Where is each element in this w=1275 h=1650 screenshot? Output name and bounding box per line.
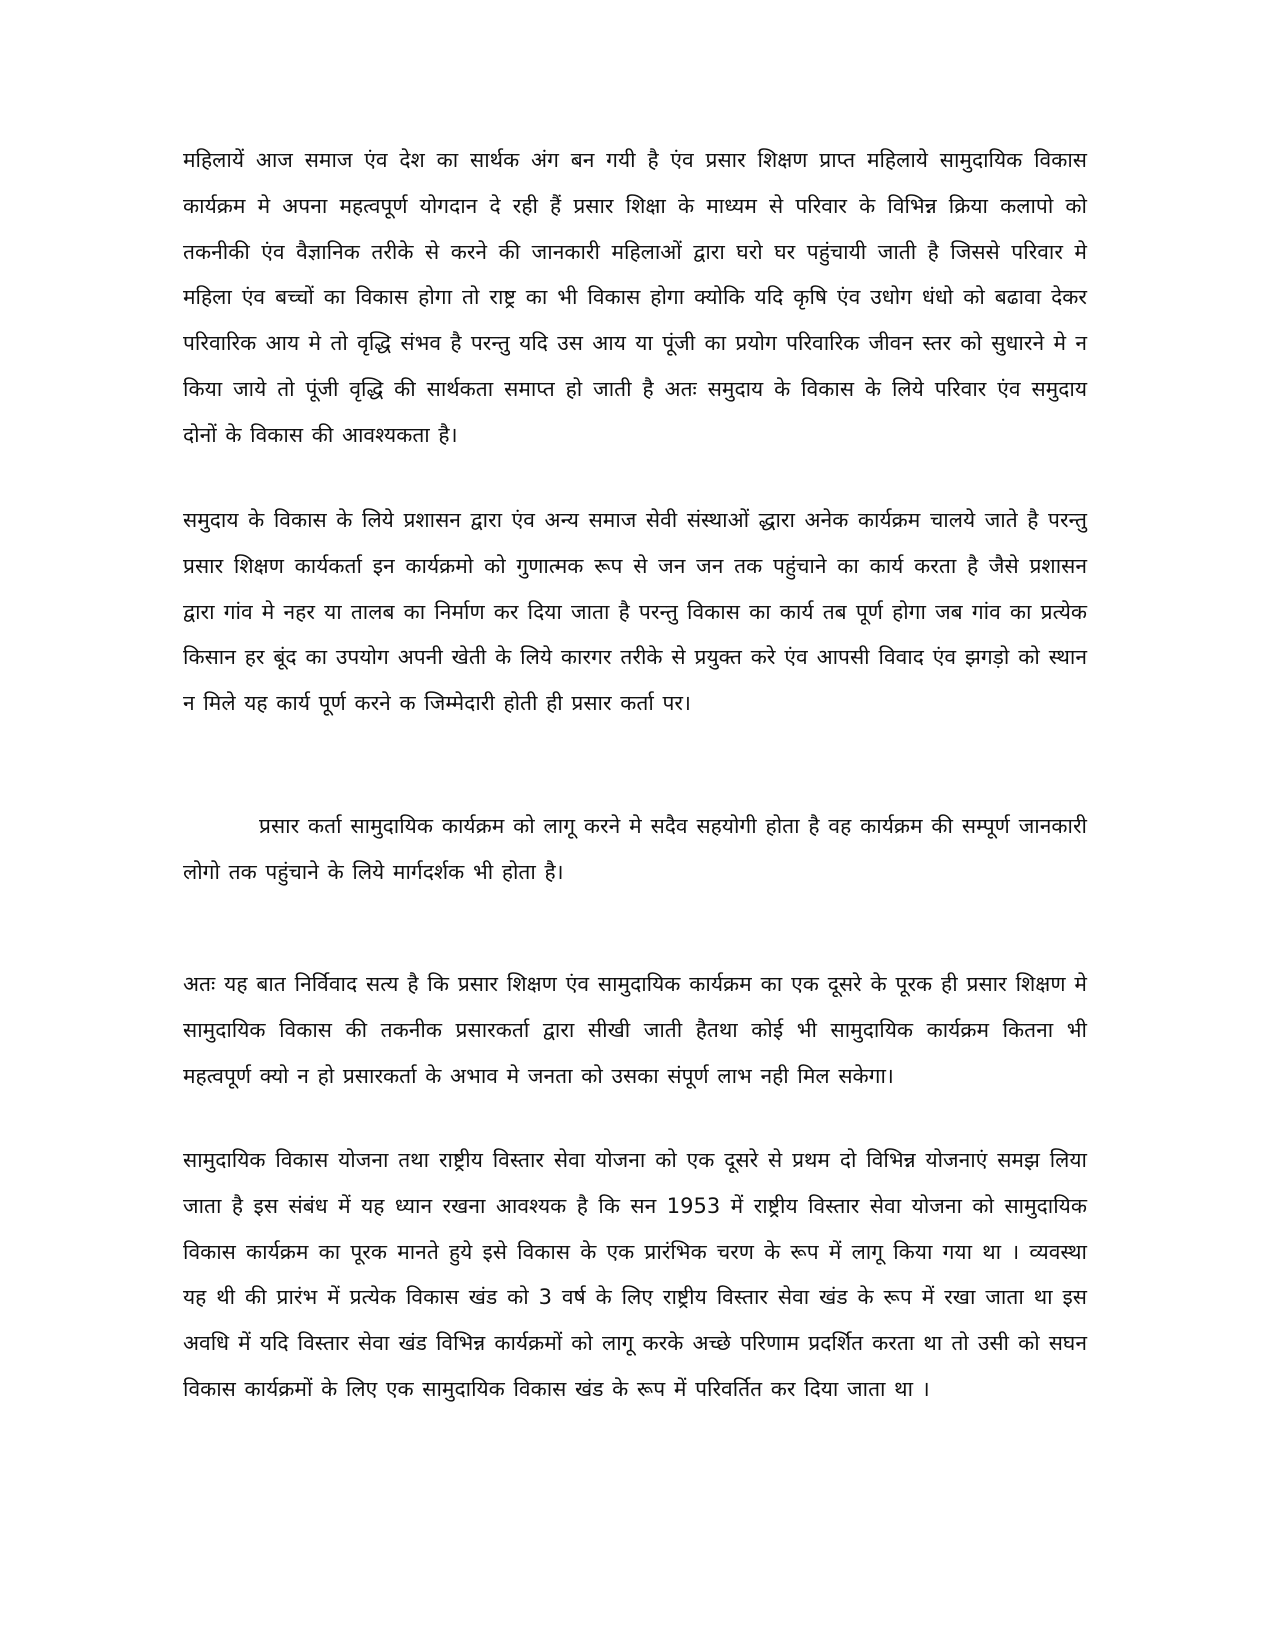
paragraph-3: प्रसार कर्ता सामुदायिक कार्यक्रम को लागू करने मे सदैव सहयोगी होता है वह कार्यक्रम की सम्पूर्ण जानकारी लोगो तक पहुंचाने के लिये मार्गदर्शक भी होता है। [183, 814, 1087, 884]
paragraph-1: महिलायें आज समाज एंव देश का सार्थक अंग बन गयी है एंव प्रसार शिक्षण प्राप्त महिलाये सामुदायिक विकास कार्यक्रम मे अपना महत्वपूर्ण योगदान दे रही हैं प्रसार शिक्षा के माध्यम से परिवार के विभिन्न क्रिया कलापो को तकनीकी एंव वैज्ञानिक तरीके से करने की जानकारी महिलाओं द्वारा घरो घर पहुंचायी जाती है जिससे परिवार मे महिला एंव बच्चों का विकास होगा तो राष्ट्र का भी विकास होगा क्योकि यदि कृषि एंव उधोग धंधो को बढावा देकर परिवारिक आय मे तो वृद्धि संभव है परन्तु यदि उस आय या पूंजी का प्रयोग परिवारिक जीवन स्तर को सुधारने मे न किया जाये तो पूंजी वृद्धि की सार्थकता समाप्त हो जाती है अतः समुदाय के विकास के लिये परिवार एंव समुदाय दोनों के विकास की आवश्यकता है। [183, 148, 1087, 447]
paragraph-2: समुदाय के विकास के लिये प्रशासन द्वारा एंव अन्य समाज सेवी संस्थाओं द्धारा अनेक कार्यक्रम चालये जाते है परन्तु प्रसार शिक्षण कार्यकर्ता इन कार्यक्रमो को गुणात्मक रूप से जन जन तक पहुंचाने का कार्य करता है जैसे प्रशासन द्वारा गांव मे नहर या तालब का निर्माण कर दिया जाता है परन्तु विकास का कार्य तब पूर्ण होगा जब गांव का प्रत्येक किसान हर बूंद का उपयोग अपनी खेती के लिये कारगर तरीके से प्रयुक्त करे एंव आपसी विवाद एंव झगड़ो को स्थान न मिले यह कार्य पूर्ण करने क जिम्मेदारी होती ही प्रसार कर्ता पर। [183, 508, 1087, 716]
paragraph-4: अतः यह बात निर्विवाद सत्य है कि प्रसार शिक्षण एंव सामुदायिक कार्यक्रम का एक दूसरे के पूरक ही प्रसार शिक्षण मे सामुदायिक विकास की तकनीक प्रसारकर्ता द्वारा सीखी जाती हैतथा कोई भी सामुदायिक कार्यक्रम कितना भी महत्वपूर्ण क्यो न हो प्रसारकर्ता के अभाव मे जनता को उसका संपूर्ण लाभ नही मिल सकेगा। [183, 972, 1087, 1088]
paragraph-5: सामुदायिक विकास योजना तथा राष्ट्रीय विस्तार सेवा योजना को एक दूसरे से प्रथम दो विभिन्न योजनाएं समझ लिया जाता है इस संबंध में यह ध्यान रखना आवश्यक है कि सन 1953 में राष्ट्रीय विस्तार सेवा योजना को सामुदायिक विकास कार्यक्रम का पूरक मानते हुये इसे विकास के एक प्रारंभिक चरण के रूप में लागू किया गया था । व्यवस्था यह थी की प्रारंभ में प्रत्येक विकास खंड को 3 वर्ष के लिए राष्ट्रीय विस्तार सेवा खंड के रूप में रखा जाता था इस अवधि में यदि विस्तार सेवा खंड विभिन्न कार्यक्रमों को लागू करके अच्छे परिणाम प्रदर्शित करता था तो उसी को सघन विकास कार्यक्रमों के लिए एक सामुदायिक विकास खंड के रूप में परिवर्तित कर दिया जाता था । [183, 1148, 1087, 1401]
